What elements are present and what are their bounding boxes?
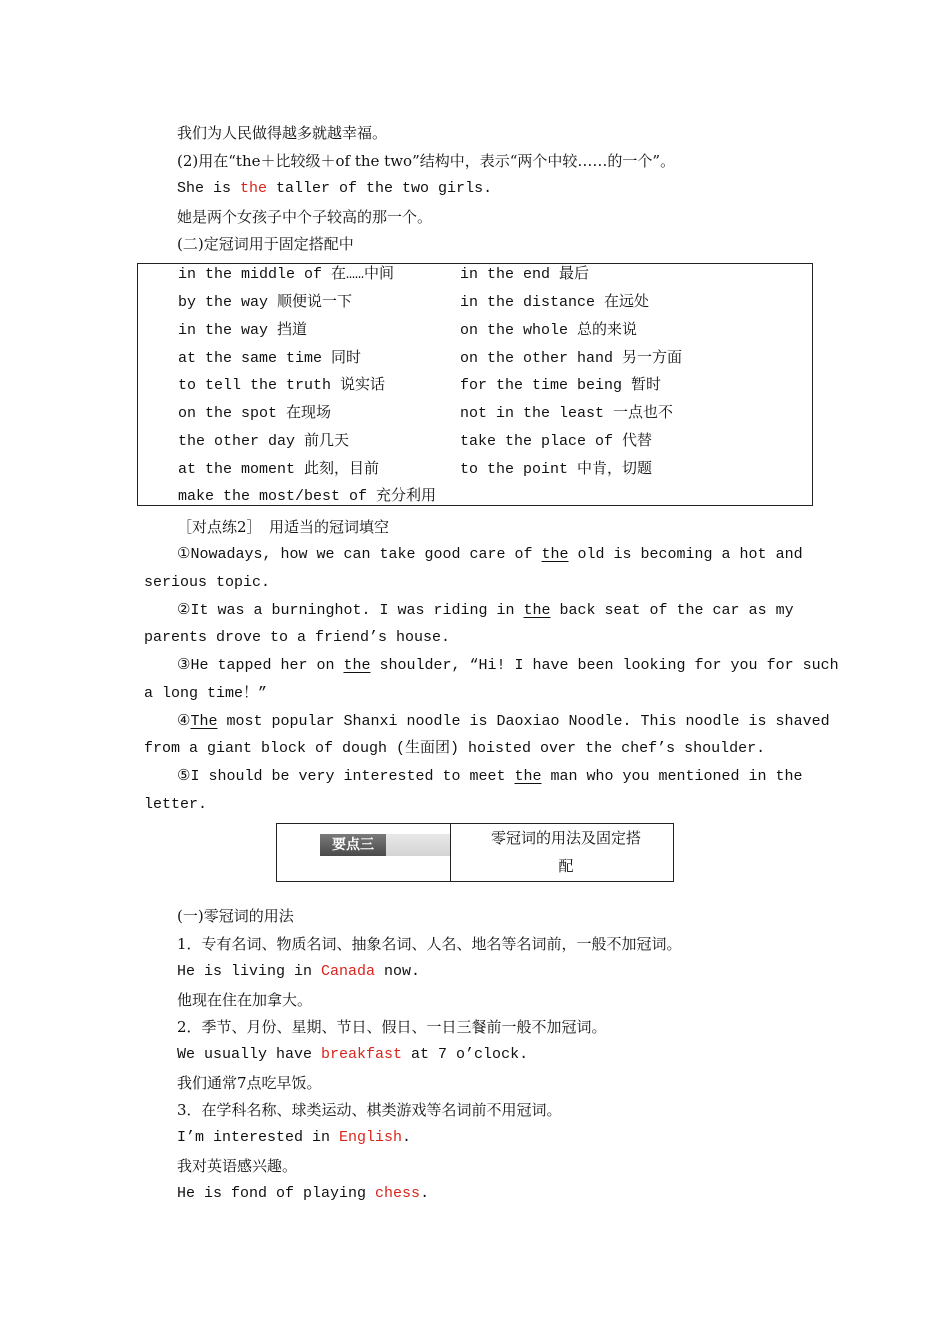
text: .: [402, 1129, 412, 1146]
text: He is fond of playing: [177, 1185, 376, 1202]
example-sentence: [177, 1045, 528, 1065]
phrase: to tell the truth 说实话: [178, 377, 386, 394]
text: ①Nowadays, how we can take good care of: [177, 546, 542, 563]
text: taller of the two girls.: [267, 180, 493, 197]
text: We usually have: [177, 1046, 322, 1063]
phrase: take the place of 代替: [460, 433, 653, 450]
text: now.: [375, 963, 421, 980]
phrase: in the end 最后: [460, 266, 590, 283]
section-heading: (二)定冠词用于固定搭配中: [177, 235, 354, 253]
keypoint-tag-bar: [320, 834, 450, 856]
phrase: the other day 前几天: [178, 433, 350, 450]
highlight-word: chess: [375, 1185, 421, 1202]
text-line: 我们为人民做得越多就越幸福。: [177, 124, 388, 142]
example-sentence: [177, 1184, 429, 1204]
keypoint-title-line: 配: [558, 857, 574, 875]
phrase: in the distance 在远处: [460, 294, 650, 311]
answer: the: [523, 602, 551, 619]
phrase: on the whole 总的来说: [460, 322, 638, 339]
question-4: [177, 712, 830, 732]
phrase: not in the least 一点也不: [460, 405, 674, 422]
translation: 我对英语感兴趣。: [177, 1157, 298, 1175]
text: man who you mentioned in the: [541, 768, 803, 785]
text: He is living in: [177, 963, 322, 980]
translation: 我们通常7点吃早饭。: [177, 1074, 322, 1092]
highlight-word: breakfast: [321, 1046, 403, 1063]
answer: the: [343, 657, 371, 674]
highlight-word: the: [240, 180, 268, 197]
practice-title: ［对点练2］ 用适当的冠词填空: [177, 518, 390, 536]
text: old is becoming a hot and: [568, 546, 803, 563]
keypoint-title: [463, 824, 669, 880]
phrase: for the time being 暂时: [460, 377, 662, 394]
text: shoulder, “Hi! I have been looking for you for such: [370, 657, 839, 674]
rule: 3．在学科名称、球类运动、棋类游戏等名词前不用冠词。: [177, 1101, 562, 1119]
question-1-cont: serious topic.: [144, 574, 271, 591]
phrase: to the point 中肯，切题: [460, 461, 653, 478]
text: at 7 o’clock.: [402, 1046, 529, 1063]
divider: [450, 824, 451, 881]
phrase: at the same time 同时: [178, 350, 362, 367]
example-sentence: [177, 1128, 411, 1148]
text: ②It was a burninghot. I was riding in: [177, 602, 524, 619]
text: ⑤I should be very interested to meet: [177, 768, 515, 785]
text: most popular Shanxi noodle is Daoxiao Noodle. This noodle is shaved: [217, 713, 830, 730]
question-2-cont: parents drove to a friend’s house.: [144, 629, 451, 646]
text: ④: [177, 713, 191, 730]
phrase-table: [137, 263, 813, 506]
phrase: in the way 挡道: [178, 322, 308, 339]
question-2: [177, 601, 794, 621]
highlight-word: Canada: [321, 963, 376, 980]
text: She is: [177, 180, 241, 197]
answer: the: [541, 546, 569, 563]
phrase: on the spot 在现场: [178, 405, 332, 422]
phrase: in the middle of 在……中间: [178, 266, 395, 283]
question-1: [177, 545, 803, 565]
question-5-cont: letter.: [144, 796, 208, 813]
question-4-cont: from a giant block of dough (生面团) hoisted over the chef’s shoulder.: [144, 740, 766, 757]
answer: the: [514, 768, 542, 785]
example-sentence: [177, 962, 420, 982]
question-3-cont: a long time！”: [144, 685, 268, 702]
text: back seat of the car as my: [550, 602, 794, 619]
text-line: (2)用在“the＋比较级＋of the two”结构中，表示“两个中较……的一个”。: [177, 152, 676, 170]
translation: 她是两个女孩子中个子较高的那一个。: [177, 208, 433, 226]
phrase: on the other hand 另一方面: [460, 350, 683, 367]
rule: 1．专有名词、物质名词、抽象名词、人名、地名等名词前，一般不加冠词。: [177, 935, 682, 953]
highlight-word: English: [339, 1129, 403, 1146]
question-5: [177, 767, 803, 787]
phrase: by the way 顺便说一下: [178, 294, 353, 311]
translation: 他现在住在加拿大。: [177, 991, 313, 1009]
keypoint-tag: 要点三: [320, 834, 386, 856]
section-heading: (一)零冠词的用法: [177, 907, 294, 925]
keypoint-box: [276, 823, 674, 882]
text: .: [420, 1185, 430, 1202]
text: ③He tapped her on: [177, 657, 344, 674]
example-sentence: [177, 179, 492, 199]
phrase: make the most/best of 充分利用: [178, 488, 437, 505]
question-3: [177, 656, 839, 676]
phrase: at the moment 此刻，目前: [178, 461, 380, 478]
answer: The: [190, 713, 218, 730]
text: I’m interested in: [177, 1129, 340, 1146]
rule: 2．季节、月份、星期、节日、假日、一日三餐前一般不加冠词。: [177, 1018, 607, 1036]
keypoint-title-line: 零冠词的用法及固定搭: [490, 829, 641, 847]
